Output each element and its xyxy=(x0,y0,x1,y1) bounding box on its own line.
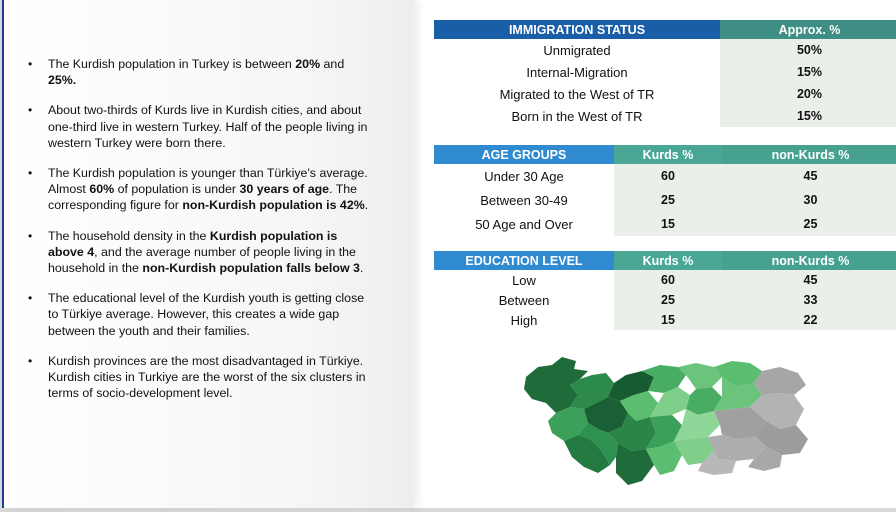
immigration-row-value: 50% xyxy=(720,39,896,61)
bullet-item xyxy=(26,56,371,88)
age-row-value: 25 xyxy=(614,188,722,212)
education-row-label: Low xyxy=(434,270,614,290)
education-level-table xyxy=(434,251,896,330)
bullet-text: . xyxy=(364,198,369,213)
education-row-value: 45 xyxy=(722,270,896,290)
immigration-row-value: 15% xyxy=(720,105,896,127)
bullet-bold-text: 20% xyxy=(295,57,321,71)
immigration-header-value: Approx. % xyxy=(720,20,896,39)
bullet-bold-text: 60% xyxy=(89,182,115,197)
bullet-bold-text: non-Kurdish population is 42% xyxy=(182,198,365,213)
age-row xyxy=(434,164,896,188)
age-row-value: 15 xyxy=(614,212,722,236)
education-row xyxy=(434,310,896,330)
immigration-row xyxy=(434,39,896,61)
bullet-text: and xyxy=(320,57,345,71)
bullet-text: The household density in the xyxy=(48,228,210,243)
age-row-value: 25 xyxy=(722,212,896,236)
immigration-row-label: Migrated to the West of TR xyxy=(434,83,720,105)
education-row-label: Between xyxy=(434,290,614,310)
immigration-row-label: Internal-Migration xyxy=(434,61,720,83)
immigration-row-value: 15% xyxy=(720,61,896,83)
age-row-label: 50 Age and Over xyxy=(434,212,614,236)
slide xyxy=(2,0,896,508)
bullet-text: . xyxy=(359,261,364,276)
age-row-value: 30 xyxy=(722,188,896,212)
left-panel xyxy=(4,0,414,508)
education-row xyxy=(434,290,896,310)
bullet-item xyxy=(26,102,371,151)
education-row-value: 25 xyxy=(614,290,722,310)
immigration-row-label: Born in the West of TR xyxy=(434,105,720,127)
bullet-text: The Kurdish population in Turkey is between xyxy=(48,57,296,71)
education-row-value: 22 xyxy=(722,310,896,330)
education-row-label: High xyxy=(434,310,614,330)
bullet-text: Kurdish provinces are the most disadvantaged in Türkiye. Kurdish cities in Turkiye are the worst of the six clusters in terms of socio-development level. xyxy=(48,353,366,401)
immigration-row-label: Unmigrated xyxy=(434,39,720,61)
age-groups-table xyxy=(434,145,896,236)
education-row-value: 33 xyxy=(722,290,896,310)
immigration-status-table xyxy=(434,20,896,127)
bullet-text: . The corresponding figure for xyxy=(48,182,358,213)
immigration-row xyxy=(434,83,896,105)
bullet-text: The Kurdish population is younger than Türkiye's average. Almost xyxy=(48,166,368,197)
education-header-non-kurds: non-Kurds % xyxy=(722,251,896,270)
age-header-non-kurds: non-Kurds % xyxy=(722,145,896,164)
bullet-item xyxy=(26,353,371,402)
bullet-bold-text: Kurdish population is above 4 xyxy=(48,228,338,259)
bullet-list xyxy=(26,56,371,401)
bullet-item xyxy=(26,290,371,339)
bullet-text: of population is under xyxy=(114,182,240,197)
education-row-value: 15 xyxy=(614,310,722,330)
education-row xyxy=(434,270,896,290)
bullet-text: The educational level of the Kurdish youth is getting close to Türkiye average. However, this creates a wide gap between the youth and their families. xyxy=(48,291,365,338)
age-row xyxy=(434,212,896,236)
age-header-label: AGE GROUPS xyxy=(434,145,614,164)
age-row-label: Between 30-49 xyxy=(434,188,614,212)
age-header-kurds: Kurds % xyxy=(614,145,722,164)
bullet-text: About two-thirds of Kurds live in Kurdish cities, and about one-third live in western Turkey. Half of the people living in western Turkey were born there. xyxy=(48,103,368,150)
immigration-row xyxy=(434,105,896,127)
education-header-label: EDUCATION LEVEL xyxy=(434,251,614,270)
turkey-provinces-map xyxy=(518,355,810,488)
bullet-item xyxy=(26,228,371,277)
immigration-row-value: 20% xyxy=(720,83,896,105)
immigration-header-label: IMMIGRATION STATUS xyxy=(434,20,720,39)
immigration-row xyxy=(434,61,896,83)
bullet-bold-text: non-Kurdish population falls below 3 xyxy=(142,261,360,276)
bullet-text: , and the average number of people living in the household in the xyxy=(48,244,356,276)
bullet-bold-text: 30 years of age xyxy=(239,182,330,197)
education-header-kurds: Kurds % xyxy=(614,251,722,270)
age-row-value: 45 xyxy=(722,164,896,188)
age-row-label: Under 30 Age xyxy=(434,164,614,188)
age-row-value: 60 xyxy=(614,164,722,188)
bullet-bold-text: 25%. xyxy=(48,73,77,88)
education-row-value: 60 xyxy=(614,270,722,290)
bullet-item xyxy=(26,165,371,214)
age-row xyxy=(434,188,896,212)
